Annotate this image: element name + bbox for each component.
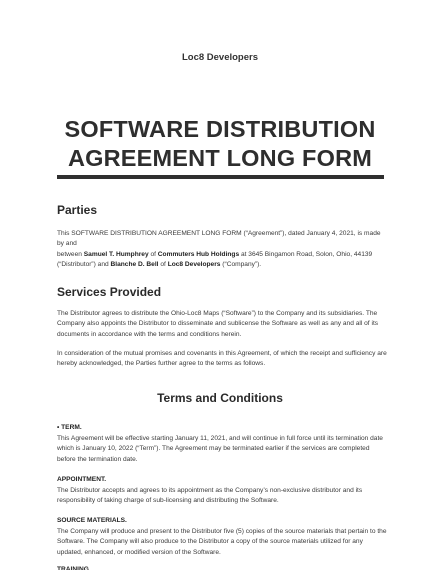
parties-line-1: This SOFTWARE DISTRIBUTION AGREEMENT LONG FORM (“Agreement”), dated January 4, 2021, is made by and	[57, 230, 381, 248]
distributor-company: Commuters Hub Holdings	[157, 250, 240, 258]
parties-heading: Parties	[57, 203, 98, 217]
distributor-name: Samuel T. Humphrey	[83, 250, 149, 258]
training-subheading: TRAINING	[57, 566, 89, 570]
text-fragment: (“Company”).	[220, 260, 262, 268]
company-representative: Blanche D. Bell	[110, 260, 159, 268]
text-fragment: of	[158, 260, 168, 268]
source-materials-subheading: SOURCE MATERIALS.	[57, 517, 127, 524]
text-fragment: of	[148, 250, 158, 258]
parties-line-2	[57, 250, 387, 260]
company-name: Loc8 Developers	[181, 52, 259, 63]
document-title	[0, 115, 440, 173]
term-text: This Agreement will be effective starting January 11, 2021, and will continue in full force until its termination date which is January 10, 2022 (“Term”). The Agreement may be terminated earlier if the services are completed before the termination date.	[57, 435, 383, 463]
text-fragment: between	[57, 250, 84, 258]
source-materials-text: The Company will produce and present to the Distributor five (5) copies of the source materials that pertain to the Software. The Company will also produce to the Distributor a copy of the source materials utilized for any updated, enhanced, or modified version of the Software.	[57, 528, 387, 556]
services-paragraph-2: In consideration of the mutual promises and covenants in this Agreement, of which the receipt and sufficiency are hereby acknowledged, the Parties further agree to the terms as follows.	[57, 350, 387, 368]
terms-heading: Terms and Conditions	[157, 391, 283, 405]
appointment-text: The Distributor accepts and agrees to its appointment as the Company’s non-exclusive distributor and its responsibility of taking charge of sub-licensing and distributing the Software.	[57, 487, 363, 505]
parties-line-3	[57, 260, 387, 270]
title-line-2: AGREEMENT LONG FORM	[67, 145, 373, 171]
appointment-subheading: APPOINTMENT.	[57, 476, 107, 483]
services-heading: Services Provided	[57, 285, 162, 299]
title-line-1: SOFTWARE DISTRIBUTION	[64, 116, 376, 142]
services-paragraph-1: The Distributor agrees to distribute the Ohio-Loc8 Maps (“Software”) to the Company and its subsidiaries. The Company also appoints the Distributor to disseminate and sublicense the Software as well as any and all of its documents in accordance with the terms and conditions herein.	[57, 310, 379, 338]
term-subheading: • TERM.	[57, 424, 82, 431]
text-fragment: (“Distributor”) and	[57, 260, 111, 268]
company-name-bold: Loc8 Developers	[167, 260, 221, 268]
parties-paragraph	[57, 229, 387, 270]
title-divider	[57, 175, 384, 179]
text-fragment: at 3645 Bingamon Road, Solon, Ohio, 44139	[239, 250, 373, 258]
